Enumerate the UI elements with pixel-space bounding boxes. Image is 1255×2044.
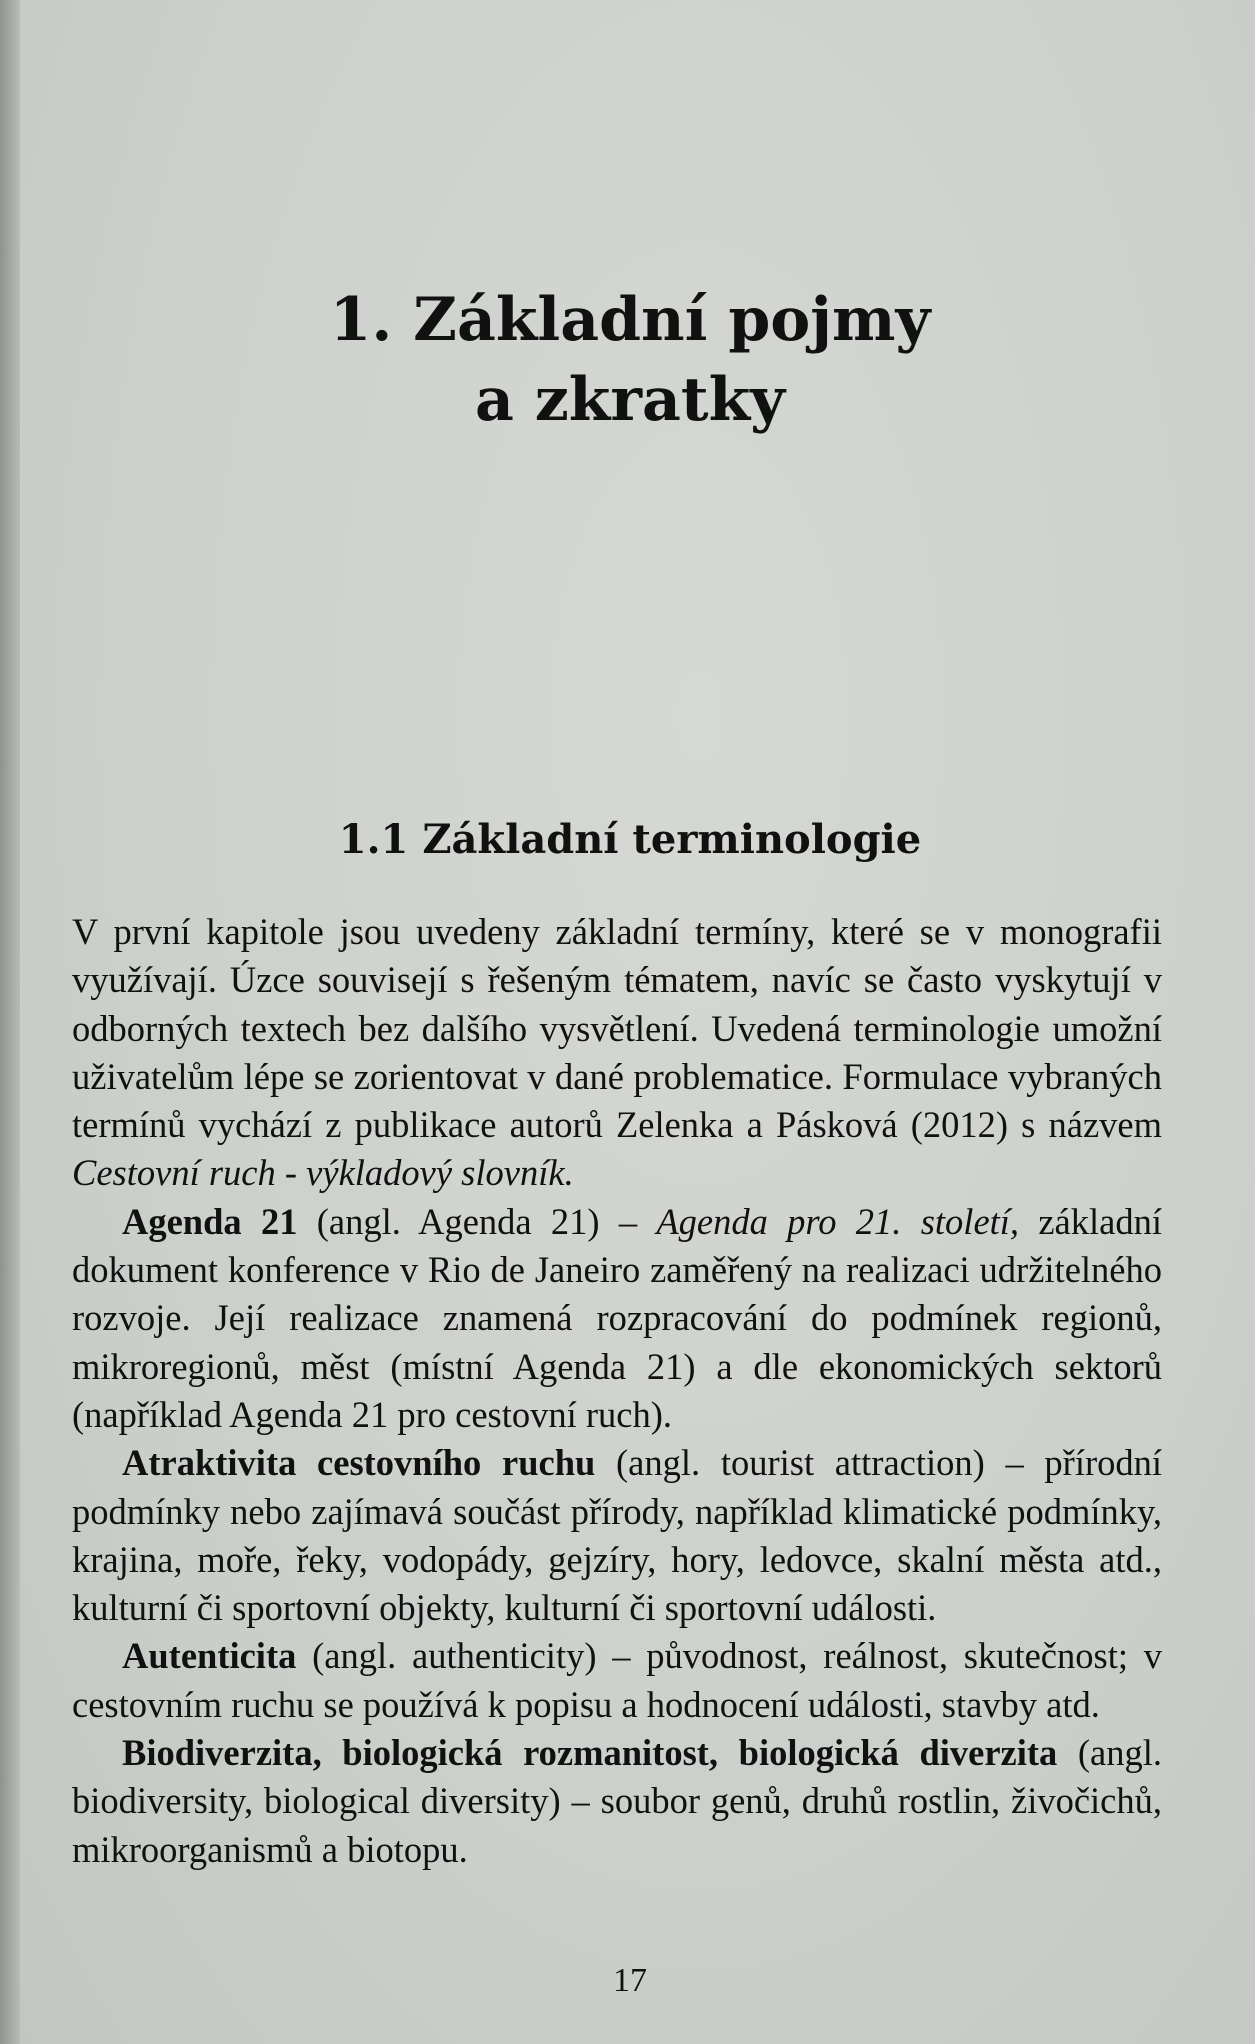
- chapter-title: [20, 280, 1240, 440]
- chapter-title-line-2: a zkratky: [474, 365, 786, 435]
- definition: základní dokument konference v Rio de Janeiro zaměřený na realizaci udržitelného rozvoje. Její realizace znamená rozpracování do podmínek regionů, mikroregionů, měst (místní Agenda 21) a dle ekonomických sektorů (například Agenda 21 pro cestovní ruch).: [72, 1200, 1162, 1435]
- page-number: 17: [613, 1962, 647, 1999]
- glossary-entry-biodiverzita: [72, 1729, 1162, 1874]
- chapter-title-line-1: 1. Základní pojmy: [329, 285, 931, 355]
- term: Biodiverzita, biologická rozmanitost, biologická diverzita: [122, 1732, 1058, 1774]
- english-equivalent: (angl. Agenda 21) –: [297, 1200, 657, 1242]
- term: Agenda 21: [122, 1200, 298, 1242]
- body-text: [72, 908, 1162, 1874]
- term: Atraktivita cestovního ruchu: [122, 1442, 596, 1484]
- glossary-entry-atraktivita: [72, 1439, 1162, 1632]
- intro-text: V první kapitole jsou uvedeny základní termíny, které se v monografii využívají. Úzce souvisejí s řešeným tématem, navíc se často vyskytují v odborných textech bez dalšího vysvětlení. Uvedená terminologie umožní uživatelům lépe se zorientovat v dané problematice. Formulace vybraných termínů vychází z publikace autorů Zelenka a Pásková (2012) s názvem: [72, 911, 1162, 1146]
- book-page: [20, 0, 1255, 2044]
- book-title: Cestovní ruch - výkladový slovník.: [72, 1152, 574, 1194]
- intro-paragraph: [72, 908, 1162, 1198]
- glossary-entry-agenda-21: [72, 1198, 1162, 1439]
- term: Autenticita: [122, 1635, 297, 1677]
- section-title: 1.1 Základní terminologie: [338, 816, 922, 863]
- term-translation: Agenda pro 21. století,: [656, 1200, 1020, 1242]
- definition: (angl. authenticity) – původnost, reálnost, skutečnost; v cestovním ruchu se používá k popisu a hodnocení události, stavby atd.: [72, 1635, 1162, 1725]
- glossary-entry-autenticita: [72, 1632, 1162, 1729]
- definition: (angl. tourist attraction) – přírodní podmínky nebo zajímavá součást přírody, například klimatické podmínky, krajina, moře, řeky, vodopády, gejzíry, hory, ledovce, skalní města atd., kulturní či sportovní objekty, kulturní či sportovní události.: [72, 1442, 1163, 1629]
- definition: (angl. biodiversity, biological diversity) – soubor genů, druhů rostlin, živočichů, mikroorganismů a biotopu.: [72, 1732, 1162, 1870]
